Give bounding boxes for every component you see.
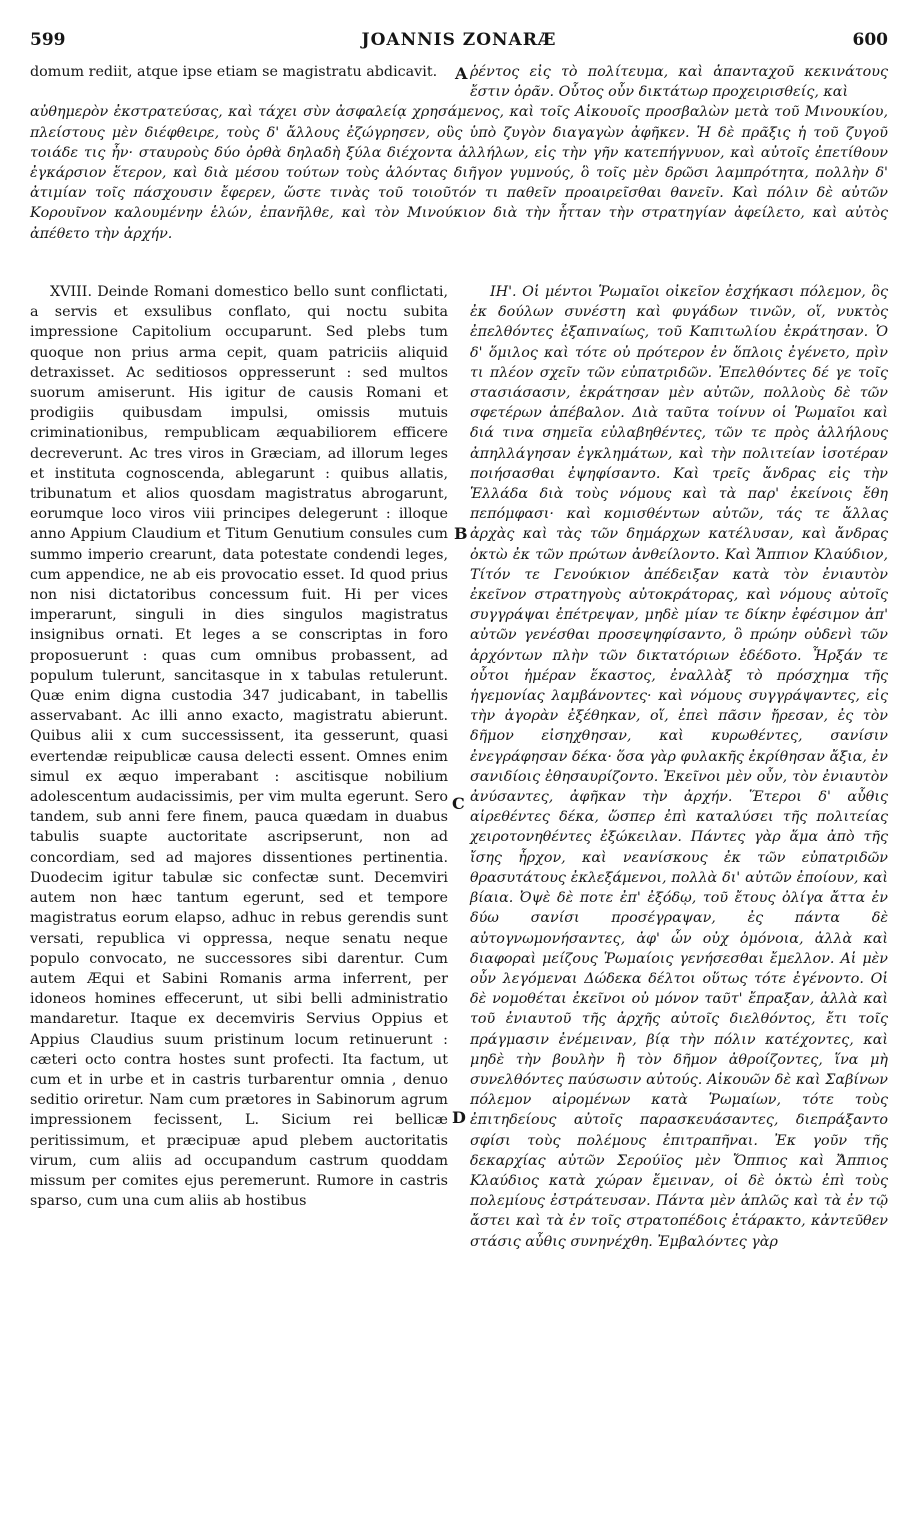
greek-continuation-right: ῥέντος εἰς τὸ πολίτευμα, καὶ ἁπανταχοῦ κεκινάτους ἔστιν ὀρᾶν. Οὗτος οὖν δικτάτωρ προχειρισθείς, καὶ (470, 64, 888, 101)
greek-paragraph: ΙΗ'. Οἱ μέντοι Ῥωμαῖοι οἰκεῖον ἐσχήκασι πόλεμον, ὃς ἐκ δούλων συνέστη καὶ φυγάδων τινῶν, οἵ, νυκτὸς ἐπελθόντες ἐξαπιναίως, τοῦ Καπιτωλίου ἐκράτησαν. Ὁ δ' ὅμιλος καὶ τότε οὐ πρότερον ἐν ὅπλοις ἐγένετο, πρὶν τι πλέον σχεῖν τῶν εὐπατριδῶν. Ἐπελθόντες δέ γε τοῖς στασιάσασιν, ἐκράτησαν μὲν αὐτῶν, πολλοὺς δὲ τῶν σφετέρων ἀπέβαλον. Διὰ ταῦτα τοίνυν οἱ Ῥωμαῖοι καὶ διά τινα σημεῖα εὐλαβηθέντες, τῶν τε πρὸς ἀλλήλους ἀπηλλάγησαν ἐγκλημάτων, καὶ τὴν πολιτείαν ἰσοτέραν ποιήσασθαι ἐψηφίσαντο. Καὶ τρεῖς ἄνδρας εἰς τὴν Ἑλλάδα διὰ τοὺς νόμους καὶ τὰ παρ' ἐκείνοις ἔθη πεπόμφασι· καὶ κομισθέντων αὐτῶν, τάς τε ἄλλας ἀρχὰς καὶ τὰς τῶν δημάρχων κατέλυσαν, καὶ ἄνδρας ὀκτὼ ἐκ τῶν πρώτων ἀνθείλοντο. Καὶ Ἄππιον Κλαύδιον, Τίτόν τε Γενούκιον ἀπέδειξαν κατὰ τὸν ἐνιαυτὸν ἐκεῖνον στρατηγοὺς αὐτοκράτορας, καὶ νόμους αὐτοῖς συγγράψαι ἐπέτρεψαν, μηδὲ μίαν τε δίκην ἐφέσιμον ἀπ' αὐτῶν γενέσθαι προσεψηφίσαντο, ὃ πρώην οὐδενὶ τῶν ἀρχόντων πλὴν τῶν δικτατόριων ἐδέδοτο. Ἦρξάν τε οὗτοι ἡμέραν ἕκαστος, ἐναλλὰξ τὸ πρόσχημα τῆς ἡγεμονίας λαμβάνοντες· καὶ νόμους συγγράψαντες, εἰς τὴν ἀγορὰν ἐξέθηκαν, οἵ, ἐπεὶ πᾶσιν ἤρεσαν, ἐς τὸν δῆμον εἰσηχθησαν, καὶ κυρωθέντες, σανίσιν ἐνεγράφησαν δέκα· ὅσα γὰρ φυλακῆς ἐκρίθησαν ἄξια, ἐν σανιδίοις ἐθησαυρίζοντο. Ἐκεῖνοι μὲν οὖν, τὸν ἐνιαυτὸν ἀνύσαντες, ἀφῆκαν τὴν ἀρχήν. Ἕτεροι δ' αὖθις αἱρεθέντες δέκα, ὥσπερ ἐπὶ καταλύσει τῆς πολιτείας χειροτονηθέντες ἐξώκειλαν. Πάντες γὰρ ἅμα ἀπὸ τῆς ἴσης ἦρχον, καὶ νεανίσκους ἐκ τῶν εὐπατριδῶν θρασυτάτους ἐκλεξάμενοι, πολλὰ δι' αὐτῶν ἐποίουν, καὶ βίαια. Ὀψὲ δὲ ποτε ἐπ' ἐξόδῳ, τοῦ ἔτους ὀλίγα ἄττα ἐν δύω σανίσι προσέγραψαν, ἐς πάντα δὲ αὐτογνωμονήσαντες, ἀφ' ὧν οὐχ ὁμόνοια, ἀλλὰ καὶ διαφοραὶ μείζους Ῥωμαίοις γενήσεσθαι ἔμελλον. Αἱ μὲν οὖν λεγόμεναι Δώδεκα δέλτοι οὕτως τότε ἐγένοντο. Οἱ δὲ νομοθέται ἐκεῖνοι οὐ μόνον ταῦτ' ἔπραξαν, ἀλλὰ καὶ τοῦ ἐνιαυτοῦ τῆς ἀρχῆς αὐτοῖς διελθόντος, ἔτι τοῖς πράγμασιν ἐνέμειναν, βίᾳ τὴν πόλιν κατέχοντες, καὶ μηδὲ τὴν βουλὴν ἢ τὸν δῆμον ἀθροίζοντες, ἵνα μὴ συνελθόντες παύσωσιν αὐτούς. Αἰκουῶν δὲ καὶ Σαβίνων πόλεμον αἰρομένων κατὰ Ῥωμαίων, τότε τοὺς ἐπιτηδείους αὐτοῖς παρασκευάσαντες, διεπράξαντο σφίσι τοὺς πολέμους ἐπιτραπῆναι. Ἐκ γοῦν τῆς δεκαρχίας αὐτῶν Σερούϊος μὲν Ὄππιος καὶ Ἄππιος Κλαύδιος κατὰ χώραν ἔμειναν, οἱ δὲ ὀκτὼ ἐπὶ τοὺς πολεμίους ἐστράτευσαν. Πάντα μὲν ἁπλῶς καὶ τὰ ἐν τῷ ἄστει καὶ τὰ ἐν τοῖς στρατοπέδοις ἐτάρακτο, κἀντεῦθεν στάσις αὖθις συνηνέχθη. Ἐμβαλόντες γὰρ (470, 284, 888, 1250)
page-header (30, 30, 888, 56)
page-number-right: 600 (852, 30, 888, 50)
greek-column (470, 282, 888, 1252)
latin-paragraph: XVIII. Deinde Romani domestico bello sunt conflictati, a servis et exsulibus conflato, qui noctu subita impressione Capitolium occuparunt. Sed plebs tum quoque non prius arma cepit, quam patriciis aliquid detraxisset. Ac seditiosos oppresserunt : sed multos suorum amiserunt. His igitur de causis Romani et prodigiis quibusdam impulsi, omissis mutuis criminationibus, rempublicam æquabiliorem efficere decreverunt. Ac tres viros in Græciam, ad illorum leges et instituta cognoscenda, ablegarunt : quibus allatis, tribunatum et alios quosdam magistratus abrogarunt, eorumque loco viros viii principes delegerunt : illoque anno Appium Claudium et Titum Genutium consules cum summo imperio crearunt, data potestate condendi leges, cum appendice, ne ab eis provocatio esset. Id quod prius non nisi dictatoribus concessum fuit. Hi per vices imperarunt, singuli in dies singulos magistratus insignibus ornati. Et leges a se conscriptas in foro proposuerunt : quas cum omnibus probassent, ad populum tulerunt, sancitasque in x tabulas retulerunt. Quæ enim digna custodia 347 judicabant, in tabellis asservabant. Ac illi anno exacto, magistratu abierunt. Quibus alii x cum successissent, ita gesserunt, quasi evertendæ reipublicæ causa delecti essent. Omnes enim simul ex æquo imperabant : ascitisque nobilium adolescentum audacissimis, per vim multa egerunt. Sero tandem, sub anni fere finem, pauca quædam in duabus tabulis suapte auctoritate ascripserunt, non ad concordiam, sed ad majores dissentiones pertinentia. Duodecim igitur tabulæ sic confectæ sunt. Decemviri autem non hæc tantum egerunt, sed et tempore magistratus eorum elapso, adhuc in rebus gerendis sunt versati, republica vi oppressa, neque senatu neque populo convocato, ne successores sibi darentur. Cum autem Æqui et Sabini Romanis arma inferrent, per idoneos homines effecerunt, ut sibi belli administratio mandaretur. Itaque ex decemviris Servius Oppius et Appius Claudius suum pristinum locum retinuerunt : cæteri octo contra hostes sunt profecti. Ita factum, ut cum et in urbe et in castris turbarentur omnia , denuo seditio oriretur. Nam cum prætores in Sabinorum agrum impressionem fecissent, L. Sicium rei bellicæ peritissimum, et præcipuæ apud plebem auctoritatis virum, cum aliis ad occupandum castrum quoddam missum per comites ejus peremerunt. Rumore in castris sparso, cum una cum aliis ab hostibus (30, 284, 448, 1210)
section-marker-c: C (452, 794, 465, 813)
section-marker-b: B (454, 524, 468, 543)
latin-column (30, 282, 448, 1211)
running-title: JOANNIS ZONARÆ (361, 30, 557, 50)
section-marker-d: D (452, 1108, 466, 1127)
top-continuation-block (30, 62, 888, 244)
greek-continuation-full: αὐθημερὸν ἐκστρατεύσας, καὶ τάχει σὺν ἀσφαλείᾳ χρησάμενος, καὶ τοῖς Αἰκουοῖς προσβαλὼν μετὰ τοῦ Μινουκίου, πλείστους μὲν διέφθειρε, τοὺς δ' ἄλλους ἐζώγρησεν, οὓς ὑπὸ ζυγὸν διαγαγὼν ἀφῆκεν. Ἡ δὲ πρᾶξις ἡ τοῦ ζυγοῦ τοιάδε τις ἦν· σταυροὺς δύο ὀρθὰ δηλαδὴ ξύλα διέχοντα ἀλλήλων, εἰς τὴν γῆν κατεπήγνυον, καὶ αὐτοῖς ἐπετίθουν ἐγκάρσιον ἕτερον, καὶ διὰ μέσου τούτων τοὺς ἁλόντας διῆγον γυμνούς, ὃ τοῖς μὲν δρῶσι λαμπρότητα, πολλὴν δ' ἀτιμίαν τοῖς πάσχουσιν ἔφερεν, ὥστε τινὰς τοῦ τοιοῦτόν τι παθεῖν προαιρεῖσθαι θανεῖν. Καὶ πόλιν δὲ αὐτῶν Κορουῖνον καλουμένην ἑλών, ἐπανῆλθε, καὶ τὸν Μινούκιον διὰ τὴν ἧτταν τὴν στρατηγίαν ἀφείλετο, καὶ αὐτὸς ἀπέθετο τὴν ἀρχήν. (30, 104, 888, 242)
latin-continuation: domum rediit, atque ipse etiam se magistratu abdicavit. (30, 64, 438, 80)
section-marker-a: A (455, 64, 468, 83)
page-number-left: 599 (30, 30, 66, 50)
